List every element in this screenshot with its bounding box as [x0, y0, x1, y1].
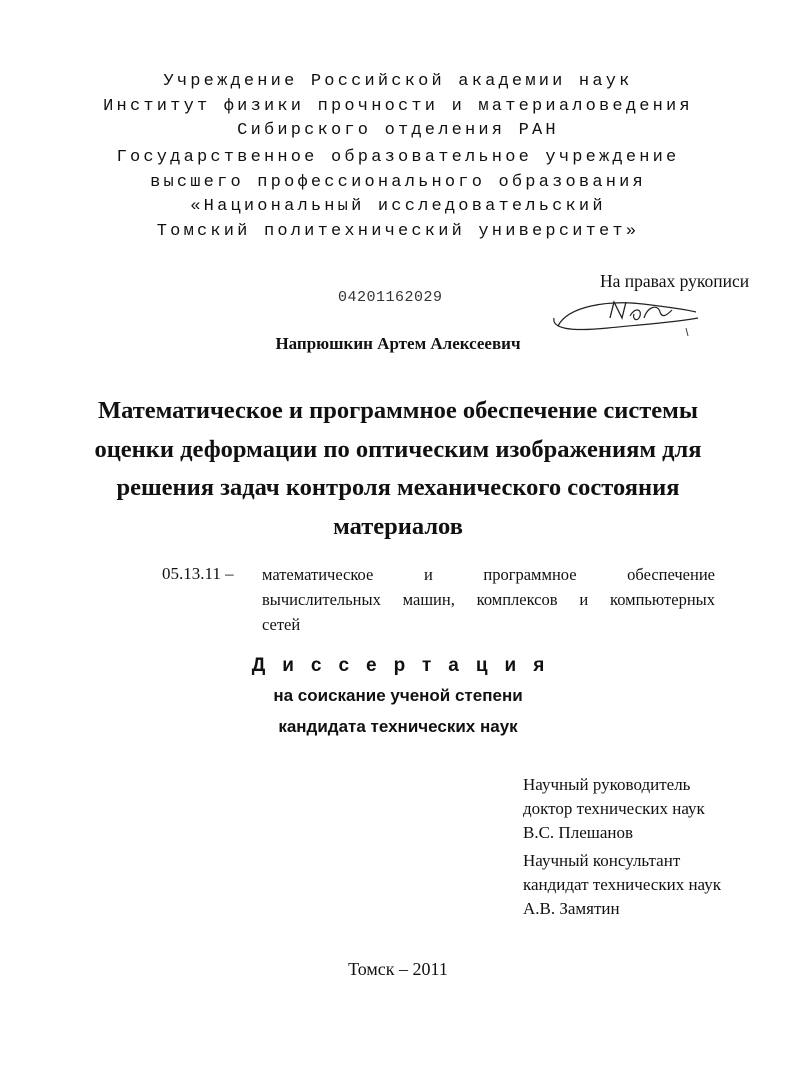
institution-academy-block — [0, 70, 796, 144]
specialty-line: сетей — [262, 615, 301, 634]
author-name: Напрюшкин Артем Алексеевич — [275, 334, 521, 353]
institution-line: Государственное образовательное учреждение — [116, 148, 680, 167]
specialty-description — [262, 562, 715, 637]
institution-line: Томский политехнический университет» — [156, 221, 640, 241]
institution-line: Сибирского отделения РАН — [237, 121, 559, 140]
consultant-role: Научный консультант — [523, 851, 681, 870]
dissertation-heading: Диссертация — [251, 655, 562, 676]
specialty-line: вычислительных машин, комплексов и компьютерных — [262, 590, 715, 609]
institution-line: «Национальный исследовательский — [190, 197, 606, 216]
institution-line: Институт физики прочности и материаловедения — [103, 96, 693, 116]
consultant-block — [523, 849, 721, 921]
specialty-line: математическое и программное обеспечение — [262, 565, 715, 584]
supervisor-role: Научный руководитель — [523, 775, 691, 794]
supervisor-block — [523, 773, 705, 845]
title-line: Математическое и программное обеспечение системы — [98, 397, 698, 424]
handwritten-signature — [548, 288, 708, 338]
degree-line: кандидата технических наук — [278, 717, 518, 736]
specialty-code: 05.13.11 – — [162, 564, 234, 583]
title-line: решения задач контроля механического состояния — [116, 474, 680, 501]
degree-line: на соискание ученой степени — [273, 686, 523, 705]
institution-line: высшего профессионального образования — [150, 172, 646, 192]
institution-university-block — [0, 146, 796, 244]
title-line: материалов — [333, 512, 463, 540]
dissertation-title — [0, 392, 796, 546]
consultant-degree: кандидат технических наук — [523, 875, 721, 894]
title-line: оценки деформации по оптическим изображениям для — [94, 435, 702, 463]
institution-line: Учреждение Российской академии наук — [163, 72, 633, 91]
supervisor-name: В.С. Плешанов — [523, 823, 633, 842]
supervisor-degree: доктор технических наук — [523, 799, 705, 818]
manuscript-rights-note: На правах рукописи — [600, 271, 750, 291]
registration-number: 04201162029 — [338, 289, 443, 306]
consultant-name: А.В. Замятин — [523, 899, 620, 918]
city-year: Томск – 2011 — [348, 959, 448, 979]
